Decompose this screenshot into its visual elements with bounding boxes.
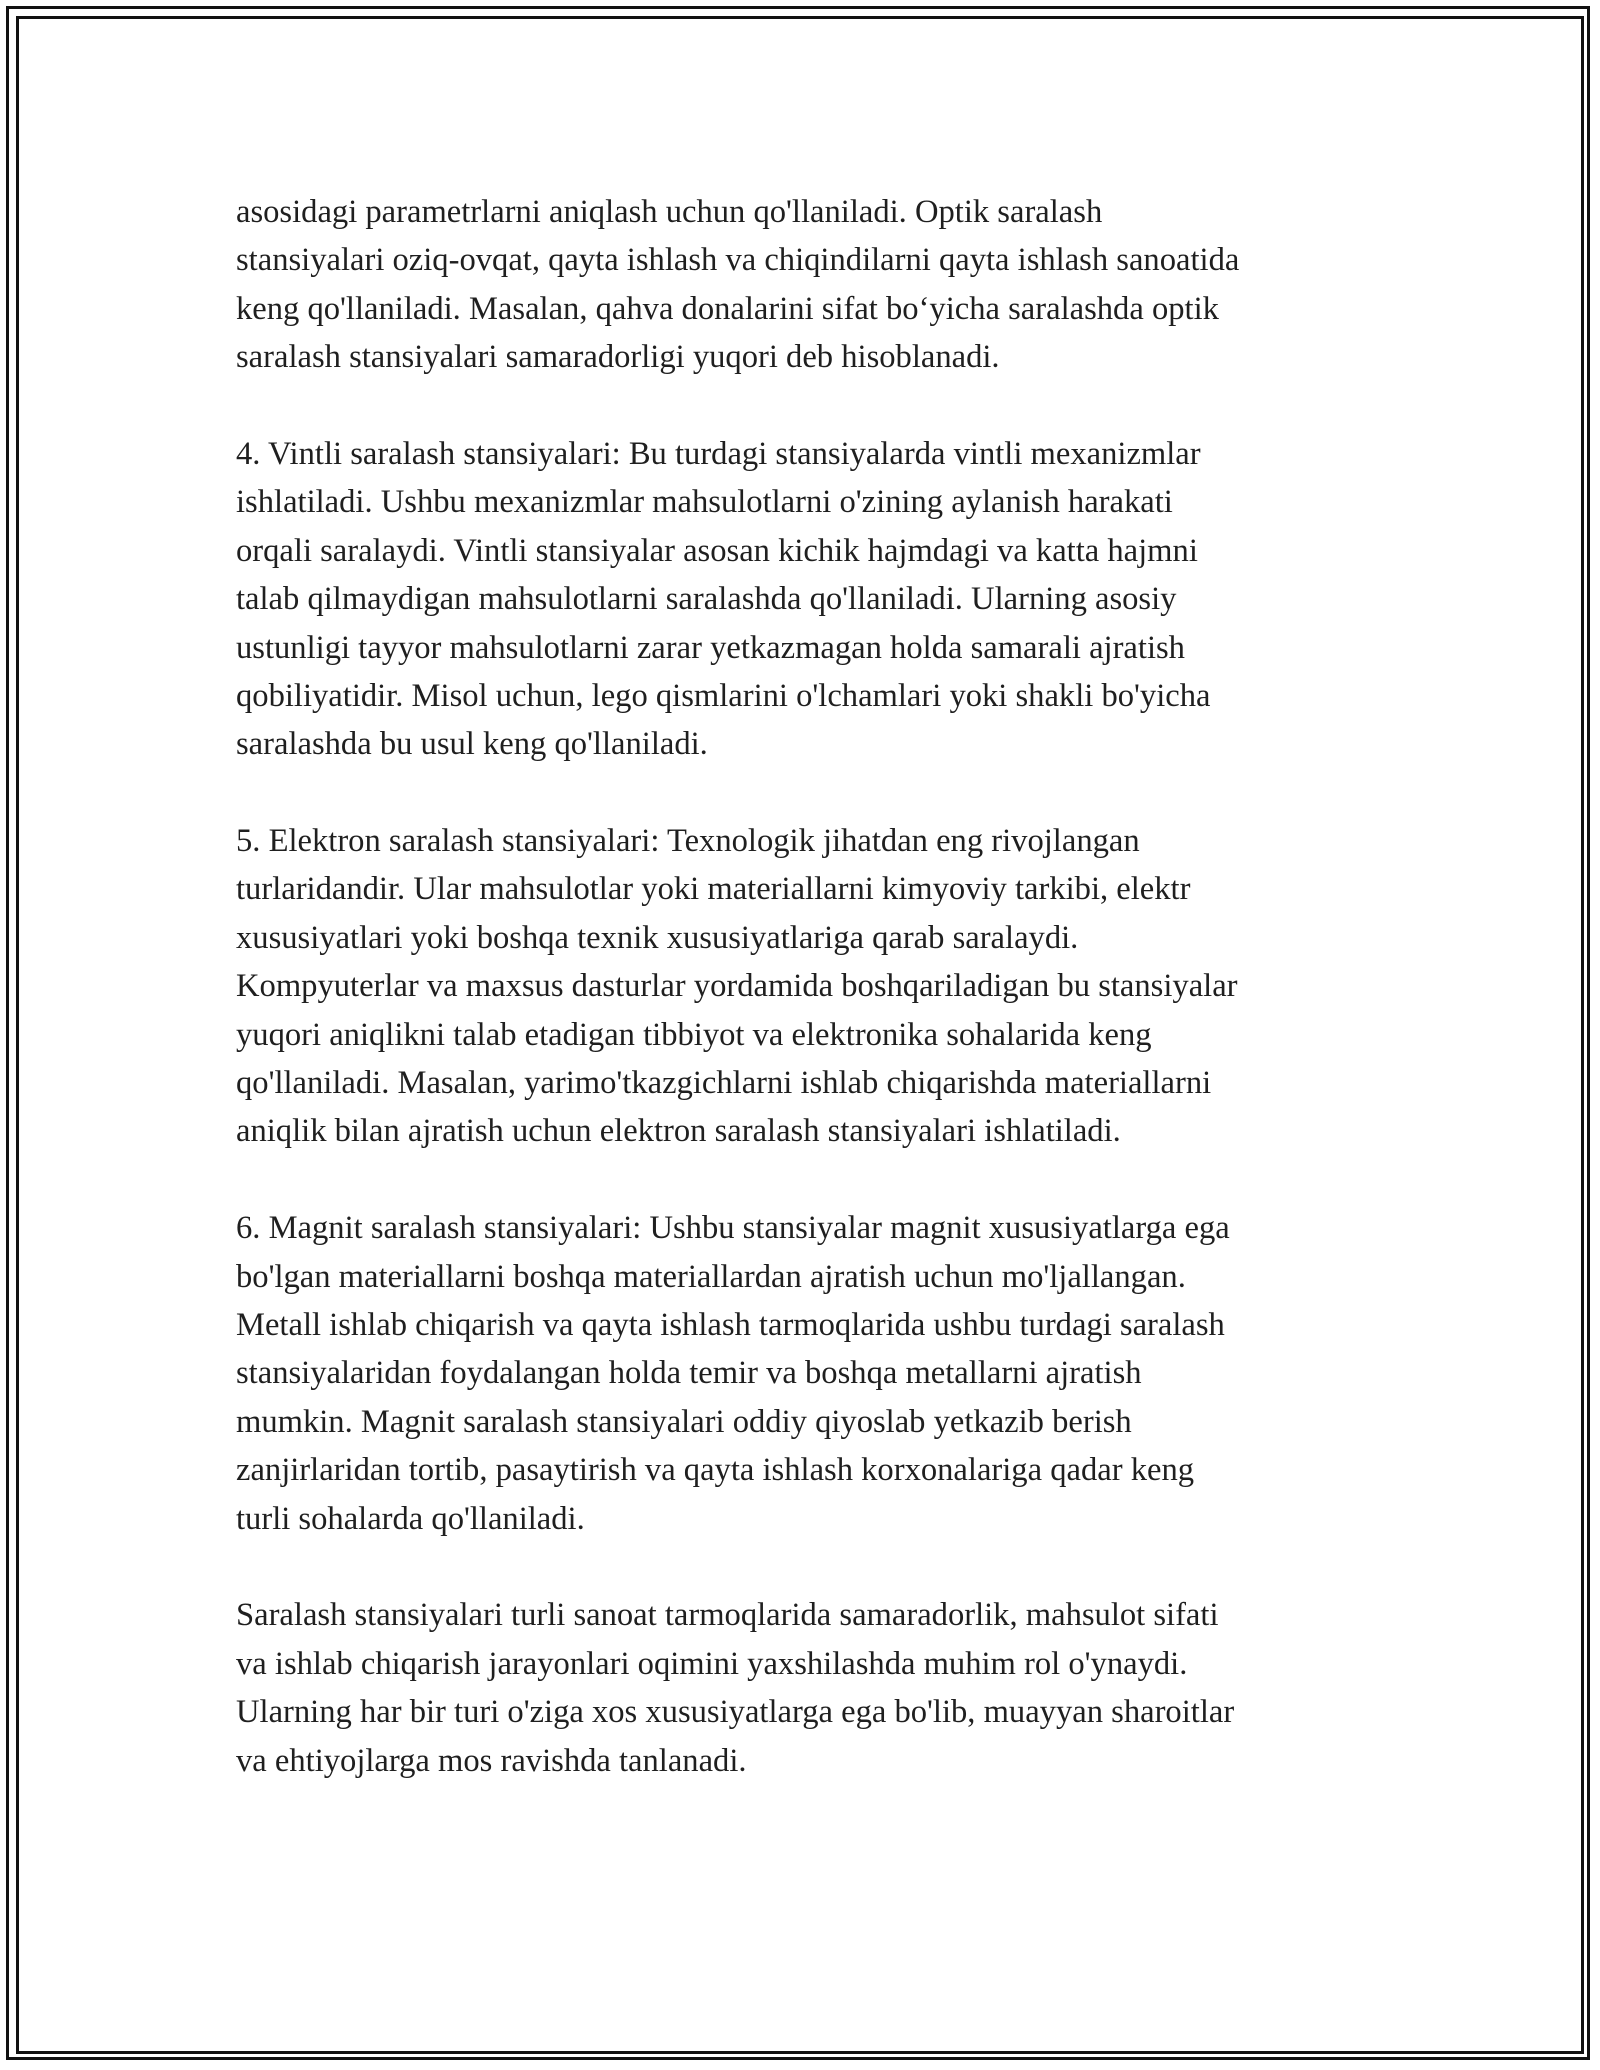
text-line: zanjirlaridan tortib, pasaytirish va qayta ishlash korxonalariga qadar keng [236, 1452, 1195, 1489]
text-line: bo'lgan materiallarni boshqa materiallardan ajratish uchun mo'ljallangan. [236, 1258, 1186, 1295]
text-line: va ishlab chiqarish jarayonlari oqimini yaxshilashda muhim rol o'ynaydi. [236, 1645, 1188, 1682]
text-line: keng qo'llaniladi. Masalan, qahva donalarini sifat bo‘yicha saralashda optik [236, 290, 1219, 327]
text-line: 5. Elektron saralash stansiyalari: Texnologik jihatdan eng rivojlangan [236, 823, 1140, 860]
text-line: Saralash stansiyalari turli sanoat tarmoqlarida samaradorlik, mahsulot sifati [236, 1597, 1219, 1634]
text-line: stansiyalari oziq-ovqat, qayta ishlash va chiqindilarni qayta ishlash sanoatida [236, 242, 1240, 279]
paragraph-screw-sorting [236, 430, 1386, 769]
text-line: stansiyalaridan foydalangan holda temir va boshqa metallarni ajratish [236, 1355, 1142, 1392]
text-line: saralash stansiyalari samaradorligi yuqori deb hisoblanadi. [236, 339, 1000, 376]
text-line: turlaridandir. Ular mahsulotlar yoki materiallarni kimyoviy tarkibi, elektr [236, 871, 1191, 908]
text-line: Kompyuterlar va maxsus dasturlar yordamida boshqariladigan bu stansiyalar [236, 968, 1238, 1005]
text-line: talab qilmaydigan mahsulotlarni saralashda qo'llaniladi. Ularning asosiy [236, 581, 1177, 618]
text-line: mumkin. Magnit saralash stansiyalari oddiy qiyoslab yetkazib berish [236, 1403, 1132, 1440]
text-line: turli sohalarda qo'llaniladi. [236, 1500, 585, 1537]
paragraph-optical-continuation [236, 188, 1386, 382]
text-line: 6. Magnit saralash stansiyalari: Ushbu stansiyalar magnit xususiyatlarga ega [236, 1210, 1230, 1247]
text-line: Ularning har bir turi o'ziga xos xususiyatlarga ega bo'lib, muayyan sharoitlar [236, 1694, 1235, 1731]
paragraph-conclusion [236, 1591, 1386, 1785]
text-line: ishlatiladi. Ushbu mexanizmlar mahsulotlarni o'zining aylanish harakati [236, 484, 1173, 521]
text-line: xususiyatlari yoki boshqa texnik xususiyatlariga qarab saralaydi. [236, 919, 1079, 956]
text-line: ustunligi tayyor mahsulotlarni zarar yetkazmagan holda samarali ajratish [236, 629, 1185, 666]
text-line: saralashda bu usul keng qo'llaniladi. [236, 726, 708, 763]
text-line: Metall ishlab chiqarish va qayta ishlash tarmoqlarida ushbu turdagi saralash [236, 1306, 1225, 1343]
text-line: yuqori aniqlikni talab etadigan tibbiyot va elektronika sohalarida keng [236, 1016, 1152, 1053]
document-body [236, 188, 1386, 1833]
paragraph-electronic-sorting [236, 817, 1386, 1156]
text-line: va ehtiyojlarga mos ravishda tanlanadi. [236, 1742, 747, 1779]
paragraph-magnetic-sorting [236, 1204, 1386, 1543]
text-line: orqali saralaydi. Vintli stansiyalar asosan kichik hajmdagi va katta hajmni [236, 532, 1198, 569]
text-line: 4. Vintli saralash stansiyalari: Bu turdagi stansiyalarda vintli mexanizmlar [236, 435, 1201, 472]
text-line: asosidagi parametrlarni aniqlash uchun qo'llaniladi. Optik saralash [236, 194, 1103, 230]
text-line: qo'llaniladi. Masalan, yarimo'tkazgichlarni ishlab chiqarishda materiallarni [236, 1065, 1212, 1102]
text-line: qobiliyatidir. Misol uchun, lego qismlarini o'lchamlari yoki shakli bo'yicha [236, 677, 1211, 714]
text-line: aniqlik bilan ajratish uchun elektron saralash stansiyalari ishlatiladi. [236, 1113, 1121, 1150]
